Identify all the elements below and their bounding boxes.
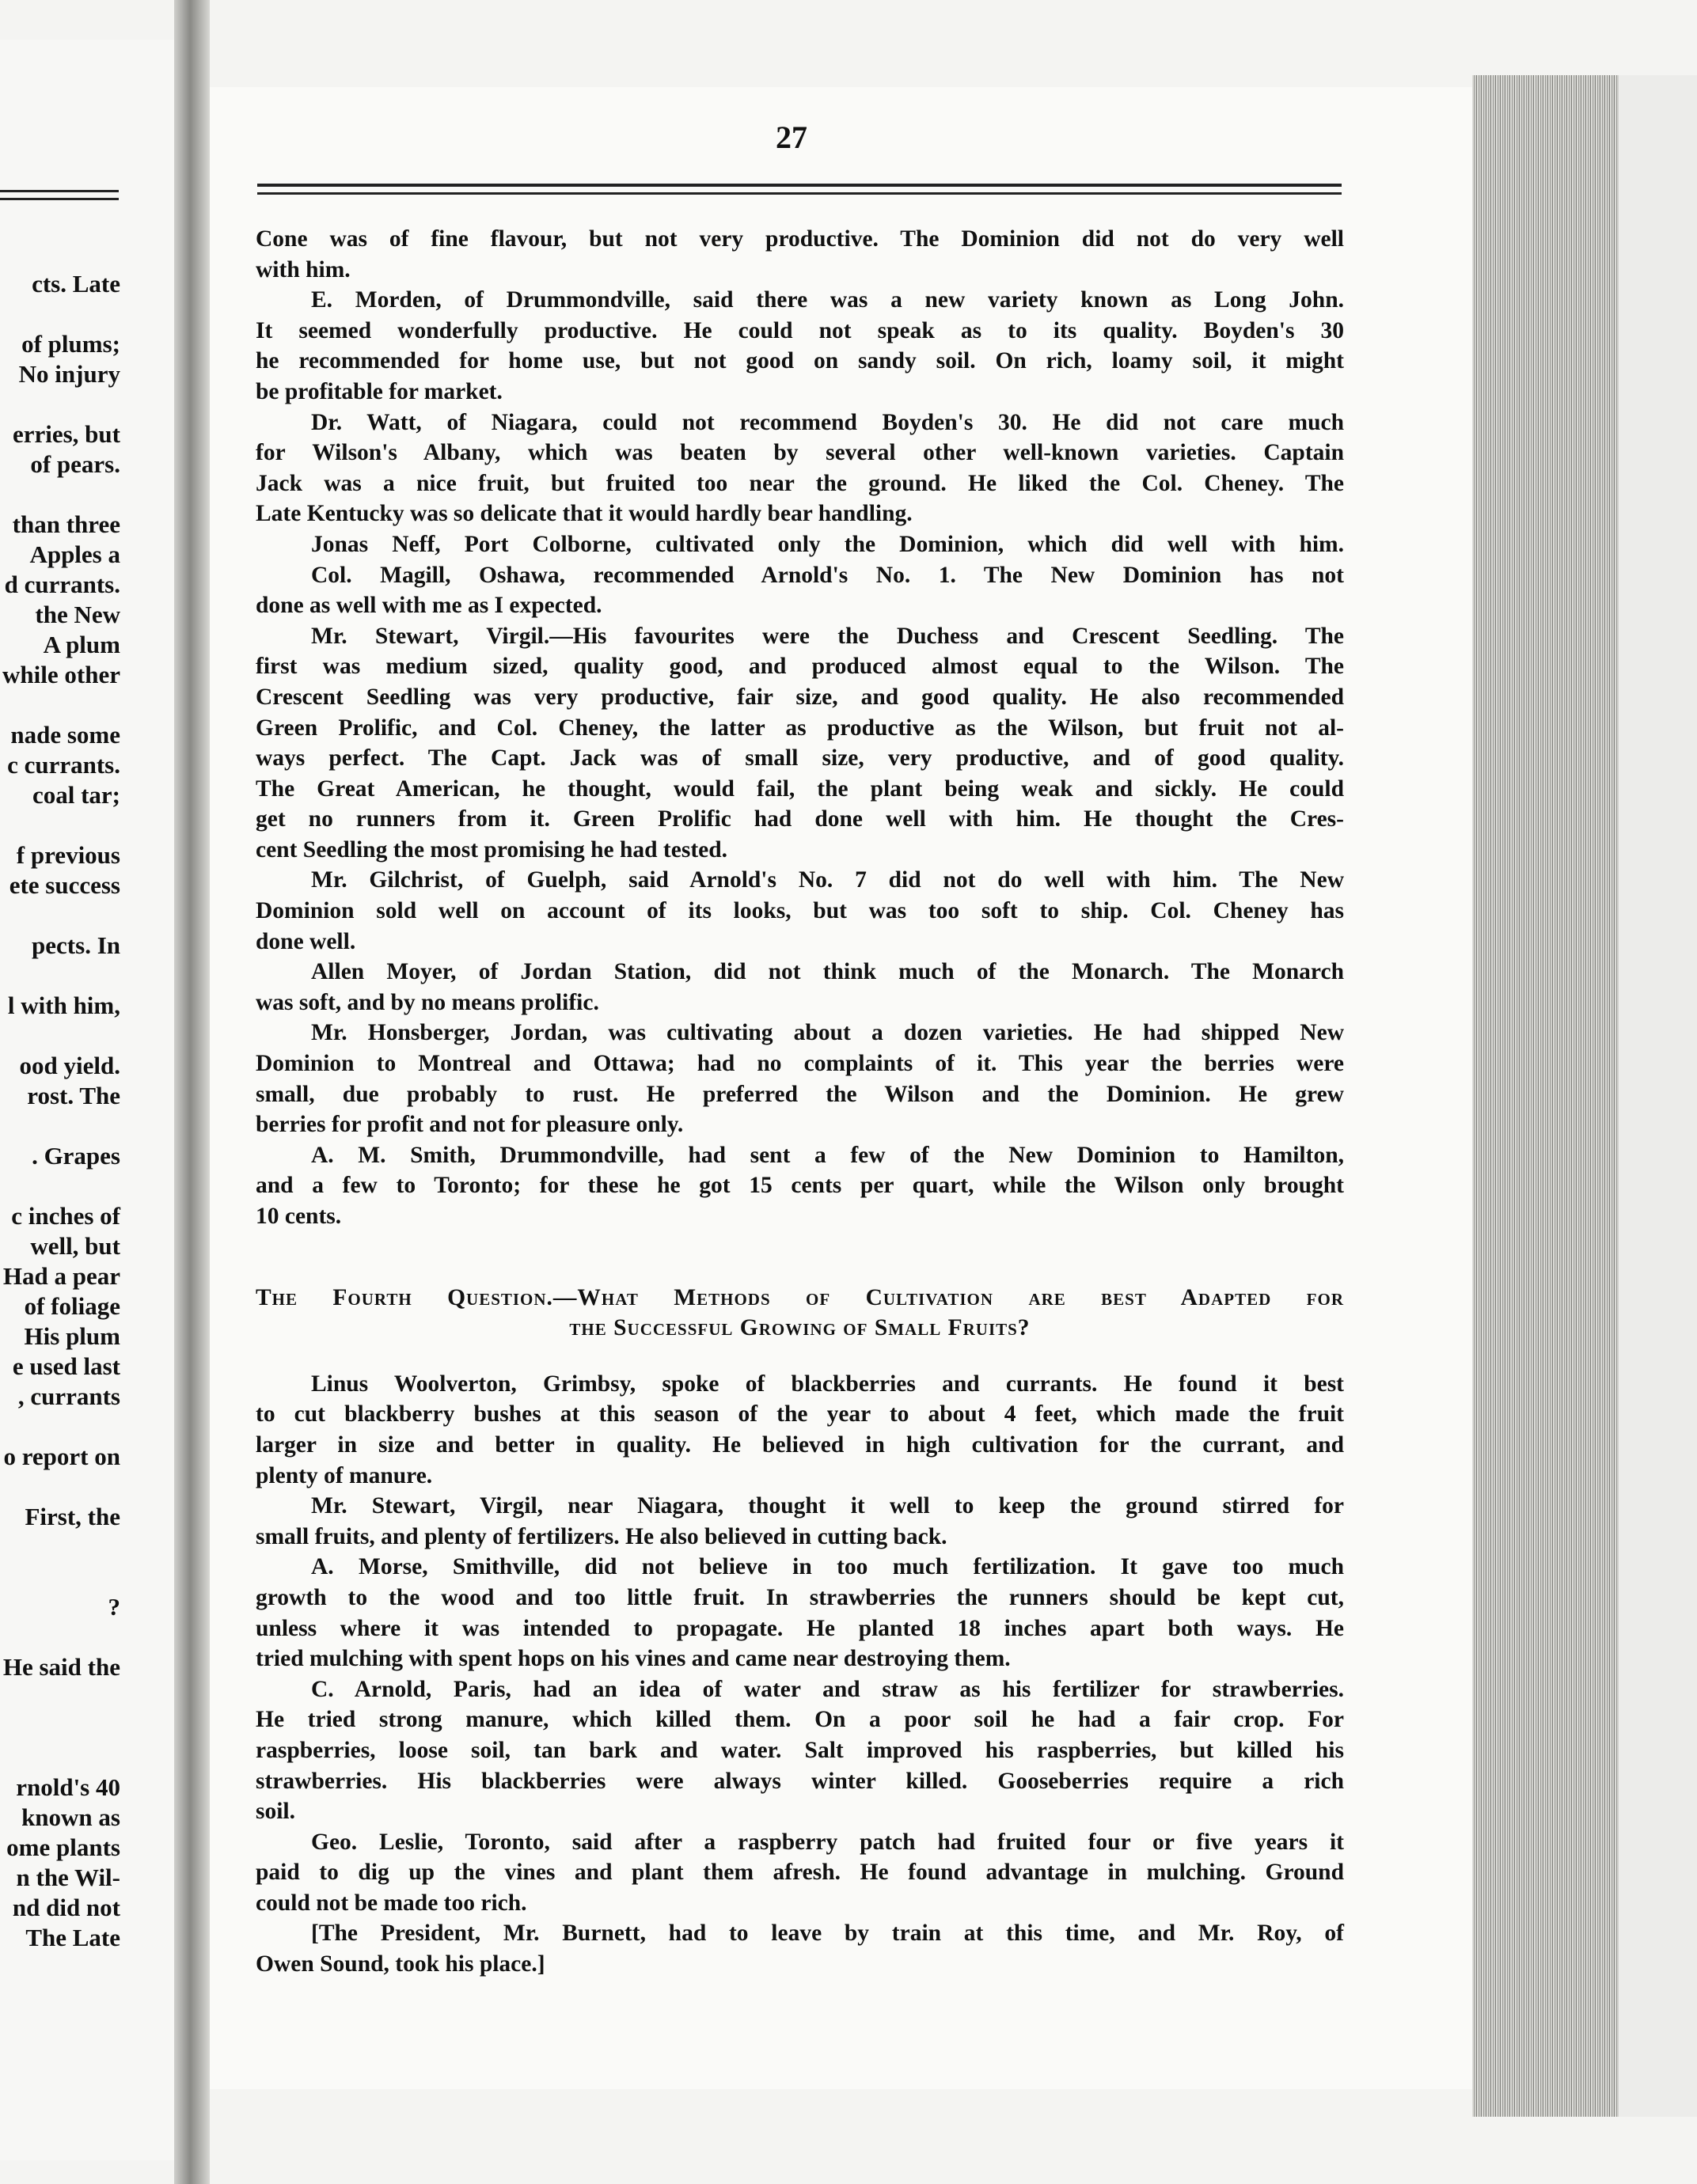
text-line: Cone was of fine flavour, but not very productive. The Dominion did not do very well xyxy=(256,226,1344,252)
text-line: Geo. Leslie, Toronto, said after a raspberry patch had fruited four or five years it xyxy=(311,1829,1344,1855)
left-page-line: well, but xyxy=(30,1232,120,1260)
text-line: paid to dig up the vines and plant them afresh. He found advantage in mulching. Ground xyxy=(256,1860,1344,1886)
left-page-line: l with him, xyxy=(7,992,120,1019)
text-line: cent Seedling the most promising he had tested. xyxy=(256,836,728,863)
left-page-text-column xyxy=(0,269,120,1953)
left-page-line: coal tar; xyxy=(32,781,120,809)
left-page-line xyxy=(0,1171,120,1201)
text-line: Mr. Stewart, Virgil.—His favourites were the Duchess and Crescent Seedling. The xyxy=(311,623,1344,649)
text-line: A. M. Smith, Drummondville, had sent a few of the New Dominion to Hamilton, xyxy=(311,1142,1344,1168)
text-line: Owen Sound, took his place.] xyxy=(256,1951,545,1977)
left-page-line: ome plants xyxy=(6,1833,120,1861)
left-page-line xyxy=(0,690,120,720)
left-page-line: c inches of xyxy=(11,1202,120,1230)
left-page-line: Apples a xyxy=(29,540,120,568)
left-page-line: the New xyxy=(35,601,120,628)
text-line: strawberries. His blackberries were always winter killed. Gooseberries require a rich xyxy=(256,1768,1344,1794)
line-spacer xyxy=(256,1257,1344,1283)
left-page-line: of foliage xyxy=(24,1292,120,1320)
text-line: Col. Magill, Oshawa, recommended Arnold's No. 1. The New Dominion has not xyxy=(311,562,1344,588)
left-page-line xyxy=(0,1562,120,1592)
left-page-line xyxy=(0,1712,120,1742)
text-line: Allen Moyer, of Jordan Station, did not think much of the Monarch. The Monarch xyxy=(311,959,1344,985)
text-line: small, due probably to rust. He preferred the Wilson and the Dominion. He grew xyxy=(256,1081,1344,1107)
book-gutter xyxy=(174,0,210,2184)
text-line: ways perfect. The Capt. Jack was of small size, very productive, and of good quality. xyxy=(256,745,1344,772)
left-page-line xyxy=(0,1021,120,1051)
text-line: and a few to Toronto; for these he got 15 cents per quart, while the Wilson only brought xyxy=(256,1173,1344,1199)
text-line: Green Prolific, and Col. Cheney, the latter as productive as the Wilson, but fruit not al- xyxy=(256,715,1344,741)
text-line: raspberries, loose soil, tan bark and water. Salt improved his raspberries, but killed his xyxy=(256,1737,1344,1763)
left-page-header-rule xyxy=(0,190,119,192)
text-line: [The President, Mr. Burnett, had to leave by train at this time, and Mr. Roy, of xyxy=(311,1920,1344,1947)
left-page-line: ete success xyxy=(9,871,120,899)
page-block-edges xyxy=(1472,75,1619,2117)
text-line: be profitable for market. xyxy=(256,378,503,404)
left-page-line xyxy=(0,1742,120,1773)
left-page-line: rost. The xyxy=(27,1082,120,1109)
left-page-line: nd did not xyxy=(12,1894,120,1921)
text-line: small fruits, and plenty of fertilizers. He also believed in cutting back. xyxy=(256,1523,947,1549)
left-page-line: pects. In xyxy=(32,931,120,959)
left-page-line: f previous xyxy=(16,841,120,869)
left-page-line: , currants xyxy=(17,1382,120,1410)
left-page-line: e used last xyxy=(12,1352,120,1380)
left-page-line: No injury xyxy=(18,360,120,388)
left-page-line: d currants. xyxy=(4,571,120,598)
left-page-line: known as xyxy=(21,1803,120,1831)
left-page-line: ood yield. xyxy=(19,1052,120,1079)
text-line: get no runners from it. Green Prolific had done well with him. He thought the Cres- xyxy=(256,806,1344,832)
text-line: Dominion to Montreal and Ottawa; had no complaints of it. This year the berries were xyxy=(256,1051,1344,1077)
section-heading-line: The Fourth Question.—What Methods of Cultivation are best Adapted for xyxy=(256,1284,1344,1310)
text-line: done well. xyxy=(256,928,356,954)
left-page-line: n the Wil- xyxy=(16,1864,120,1891)
page-number: 27 xyxy=(776,119,807,155)
text-line: plenty of manure. xyxy=(256,1462,433,1488)
left-page-line: ? xyxy=(108,1593,120,1621)
text-line: he recommended for home use, but not good on sandy soil. On rich, loamy soil, it might xyxy=(256,348,1344,374)
text-line: It seemed wonderfully productive. He could not speak as to its quality. Boyden's 30 xyxy=(256,317,1344,343)
text-line: done as well with me as I expected. xyxy=(256,593,602,619)
left-page-line: . Grapes xyxy=(32,1142,120,1170)
left-page-line: nade some xyxy=(10,721,120,749)
text-line: for Wilson's Albany, which was beaten by several other well-known varieties. Captain xyxy=(256,440,1344,466)
page-body-text xyxy=(256,224,1344,1980)
text-line: was soft, and by no means prolific. xyxy=(256,989,599,1015)
text-line: Mr. Gilchrist, of Guelph, said Arnold's No. 7 did not do well with him. The New xyxy=(311,867,1344,893)
text-line: Dominion sold well on account of its looks, but was too soft to ship. Col. Cheney has xyxy=(256,898,1344,924)
left-page-line: He said the xyxy=(2,1653,120,1681)
text-line: Mr. Honsberger, Jordan, was cultivating about a dozen varieties. He had shipped New xyxy=(311,1020,1344,1046)
left-page-line: c currants. xyxy=(7,751,120,779)
left-page-line: erries, but xyxy=(12,420,120,448)
text-line: first was medium sized, quality good, and produced almost equal to the Wilson. The xyxy=(256,654,1344,680)
text-line: Crescent Seedling was very productive, fair size, and good quality. He also recommended xyxy=(256,684,1344,710)
left-page-line: while other xyxy=(2,661,120,688)
text-line: berries for profit and not for pleasure only. xyxy=(256,1112,684,1138)
left-page-line xyxy=(0,810,120,840)
left-page-line xyxy=(0,1622,120,1652)
left-page-line: rnold's 40 xyxy=(16,1773,120,1801)
text-line: unless where it was intended to propagate. He planted 18 inches apart both ways. He xyxy=(256,1615,1344,1641)
text-line: 10 cents. xyxy=(256,1204,342,1229)
left-page-fragment xyxy=(0,40,174,2160)
left-page-line: of pears. xyxy=(30,450,120,478)
left-page-line xyxy=(0,901,120,931)
text-line: soil. xyxy=(256,1799,295,1825)
text-line: Jonas Neff, Port Colborne, cultivated only the Dominion, which did well with him. xyxy=(311,531,1344,557)
header-rule-double xyxy=(257,192,1342,195)
text-line: Late Kentucky was so delicate that it would hardly bear handling. xyxy=(256,501,913,527)
left-page-header-rule-double xyxy=(0,198,119,200)
section-heading-line: the Successful Growing of Small Fruits? xyxy=(569,1315,1031,1341)
text-line: larger in size and better in quality. He believed in high cultivation for the currant, and xyxy=(256,1431,1344,1458)
text-line: The Great American, he thought, would fail, the plant being weak and sickly. He could xyxy=(256,775,1344,802)
text-line: A. Morse, Smithville, did not believe in too much fertilization. It gave too much xyxy=(311,1554,1344,1580)
left-page-line: His plum xyxy=(24,1322,120,1350)
left-page-line xyxy=(0,480,120,510)
text-line: with him. xyxy=(256,256,351,282)
left-page-line xyxy=(0,961,120,991)
text-line: Mr. Stewart, Virgil, near Niagara, thought it well to keep the ground stirred for xyxy=(311,1493,1344,1519)
left-page-line xyxy=(0,389,120,419)
left-page-line: of plums; xyxy=(21,330,120,358)
line-spacer xyxy=(256,1344,1344,1369)
text-line: Dr. Watt, of Niagara, could not recommend Boyden's 30. He did not care much xyxy=(311,409,1344,435)
left-page-line: Had a pear xyxy=(2,1262,120,1290)
text-line: Linus Woolverton, Grimbsy, spoke of blackberries and currants. He found it best xyxy=(311,1371,1344,1397)
left-page-line: The Late xyxy=(25,1924,120,1951)
left-page-line: o report on xyxy=(3,1443,120,1470)
text-line: Jack was a nice fruit, but fruited too near the ground. He liked the Col. Cheney. The xyxy=(256,470,1344,496)
left-page-line xyxy=(0,1111,120,1141)
left-page-line: cts. Late xyxy=(32,270,120,298)
text-line: E. Morden, of Drummondville, said there was a new variety known as Long John. xyxy=(311,287,1344,313)
text-line: C. Arnold, Paris, had an idea of water and straw as his fertilizer for strawberries. xyxy=(311,1676,1344,1702)
left-page-line xyxy=(0,299,120,329)
header-rule xyxy=(257,184,1342,187)
left-page-line: A plum xyxy=(43,631,120,658)
left-page-line xyxy=(0,1682,120,1712)
left-page-line xyxy=(0,1412,120,1442)
left-page-line: than three xyxy=(12,510,120,538)
text-line: tried mulching with spent hops on his vines and came near destroying them. xyxy=(256,1646,1011,1672)
background-margin xyxy=(1619,75,1697,2117)
text-line: growth to the wood and too little fruit. In strawberries the runners should be kept cut, xyxy=(256,1584,1344,1610)
line-spacer xyxy=(256,1232,1344,1257)
text-line: could not be made too rich. xyxy=(256,1890,527,1916)
left-page-line xyxy=(0,1532,120,1562)
left-page-line: First, the xyxy=(25,1503,120,1530)
text-line: He tried strong manure, which killed them. On a poor soil he had a fair crop. For xyxy=(256,1707,1344,1733)
text-line: to cut blackberry bushes at this season of the year to about 4 feet, which made the fruit xyxy=(256,1401,1344,1428)
left-page-line xyxy=(0,1472,120,1502)
